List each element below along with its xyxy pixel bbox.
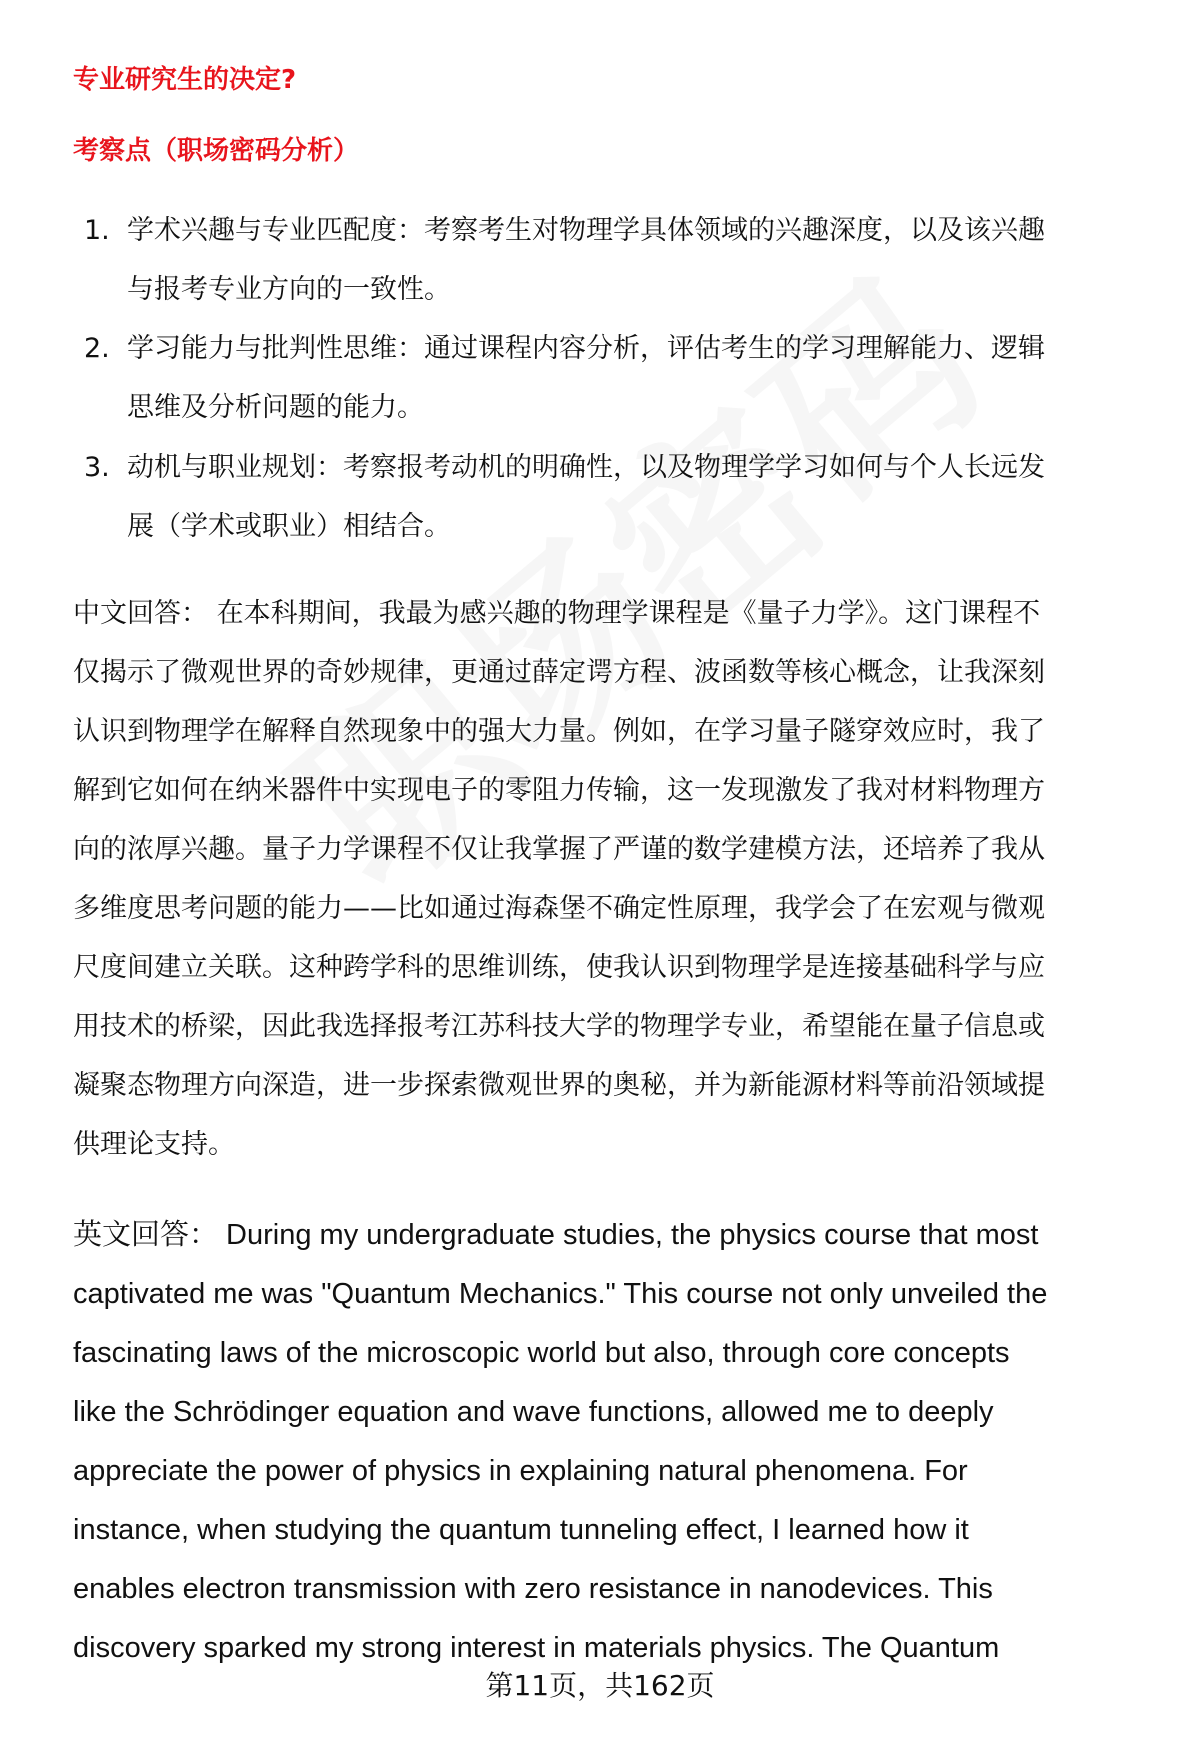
point-text-line: 展（学术或职业）相结合。 (127, 511, 451, 542)
chinese-answer-line: 解到它如何在纳米器件中实现电子的零阻力传输，这一发现激发了我对材料物理方 (73, 775, 1045, 806)
chinese-answer-line: 多维度思考问题的能力——比如通过海森堡不确定性原理，我学会了在宏观与微观 (73, 893, 1045, 924)
question-heading: 专业研究生的决定? (73, 65, 297, 95)
english-answer-line: appreciate the power of physics in explaining natural phenomena. For (73, 1455, 968, 1487)
english-answer-line: enables electron transmission with zero resistance in nanodevices. This (73, 1573, 993, 1605)
point-number: 2. (84, 333, 110, 364)
chinese-answer-line: 向的浓厚兴趣。量子力学课程不仅让我掌握了严谨的数学建模方法，还培养了我从 (73, 834, 1045, 865)
chinese-answer-line: 用技术的桥梁，因此我选择报考江苏科技大学的物理学专业，希望能在量子信息或 (73, 1011, 1045, 1042)
english-answer-line: captivated me was "Quantum Mechanics." This course not only unveiled the (73, 1278, 1048, 1310)
point-number: 1. (84, 215, 110, 246)
chinese-answer-line: 凝聚态物理方向深造，进一步探索微观世界的奥秘，并为新能源材料等前沿领域提 (73, 1070, 1045, 1101)
point-text-line: 动机与职业规划：考察报考动机的明确性，以及物理学学习如何与个人长远发 (127, 452, 1045, 483)
chinese-answer-line: 中文回答： 在本科期间，我最为感兴趣的物理学课程是《量子力学》。这门课程不 (73, 598, 1041, 629)
point-text-line: 与报考专业方向的一致性。 (127, 274, 451, 305)
english-answer-line: instance, when studying the quantum tunneling effect, I learned how it (73, 1514, 969, 1546)
point-text-line: 思维及分析问题的能力。 (127, 392, 424, 423)
english-answer-line: 英文回答： During my undergraduate studies, the physics course that most (73, 1219, 1039, 1251)
point-text-line: 学术兴趣与专业匹配度：考察考生对物理学具体领域的兴趣深度，以及该兴趣 (127, 215, 1045, 246)
chinese-answer-line: 认识到物理学在解释自然现象中的强大力量。例如，在学习量子隧穿效应时，我了 (73, 716, 1045, 747)
english-answer-line: discovery sparked my strong interest in materials physics. The Quantum (73, 1632, 1000, 1664)
english-answer-line: like the Schrödinger equation and wave functions, allowed me to deeply (73, 1396, 994, 1428)
english-answer-line: fascinating laws of the microscopic world but also, through core concepts (73, 1337, 1010, 1369)
analysis-heading: 考察点（职场密码分析） (73, 136, 360, 166)
chinese-answer-line: 供理论支持。 (73, 1129, 235, 1160)
chinese-answer-line: 仅揭示了微观世界的奇妙规律，更通过薛定谔方程、波函数等核心概念，让我深刻 (73, 657, 1045, 688)
point-number: 3. (84, 452, 110, 483)
point-text-line: 学习能力与批判性思维：通过课程内容分析，评估考生的学习理解能力、逻辑 (127, 333, 1045, 364)
page-number: 第11页，共162页 (485, 1669, 715, 1702)
chinese-answer-line: 尺度间建立关联。这种跨学科的思维训练，使我认识到物理学是连接基础科学与应 (73, 952, 1045, 983)
